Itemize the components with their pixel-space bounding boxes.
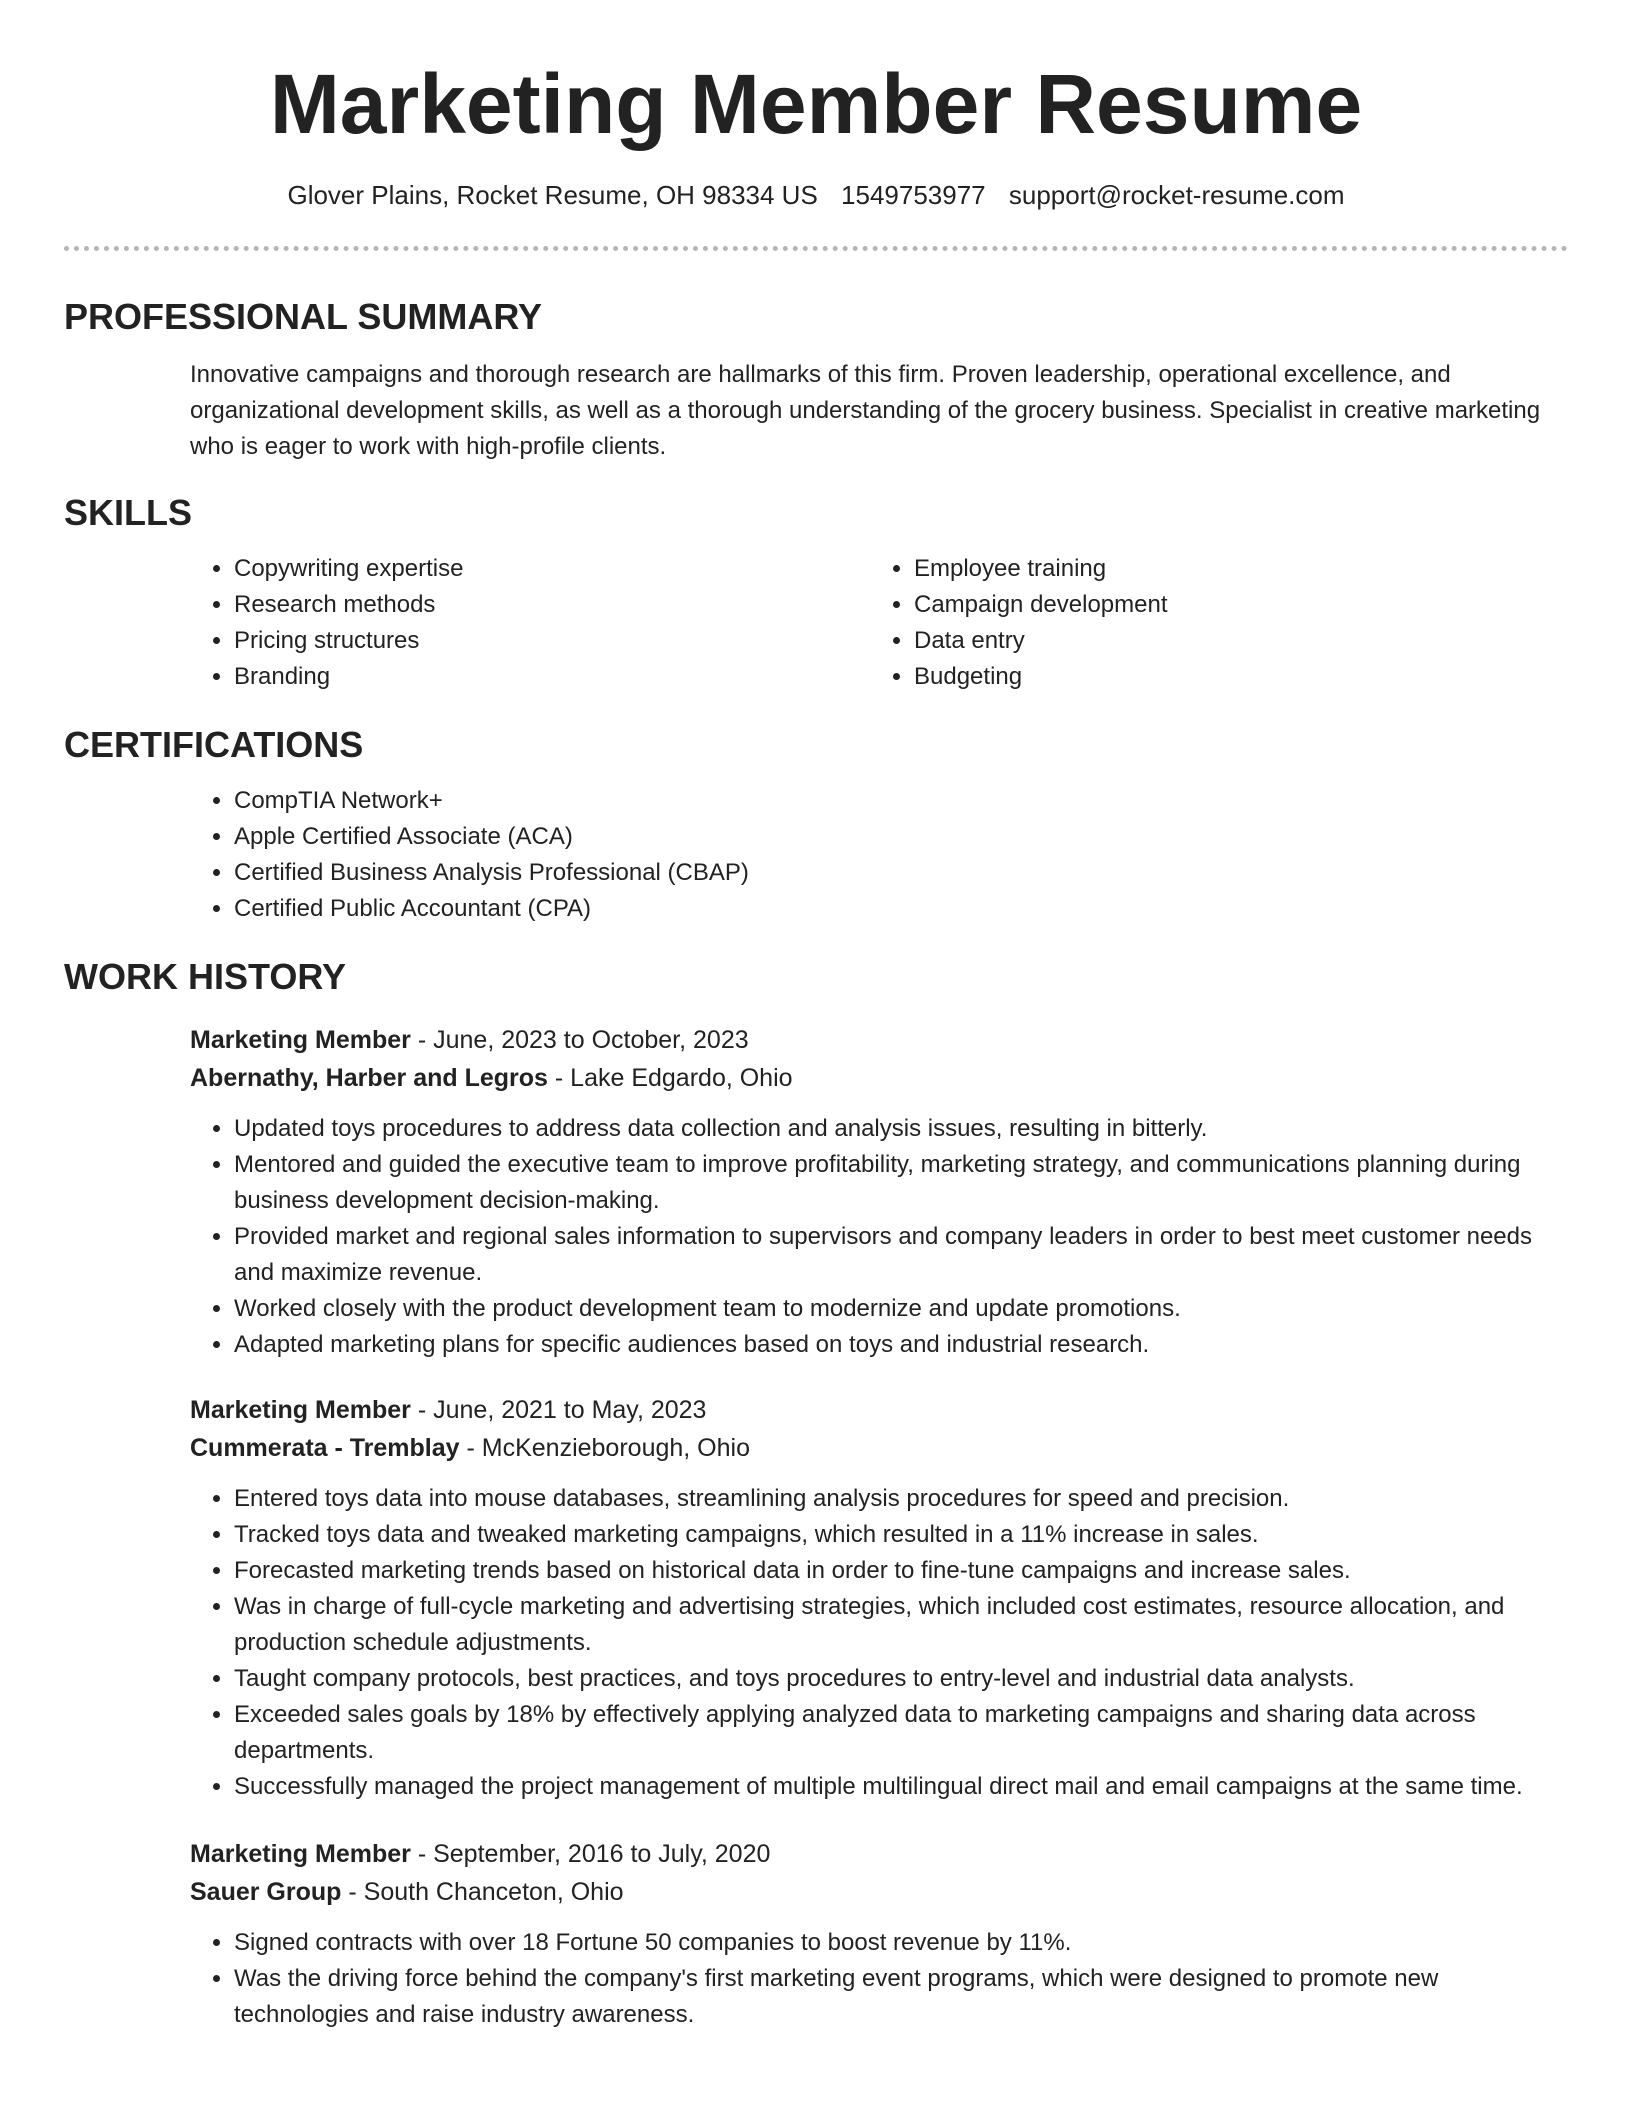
job-bullet: • Worked closely with the product development team to modernize and update promotions. — [234, 1291, 1568, 1327]
job-dates: - June, 2021 to May, 2023 — [410, 1396, 707, 1424]
job-bullet: • Updated toys procedures to address data collection and analysis issues, resulting in bitterly. — [234, 1111, 1568, 1147]
job-title-line — [190, 1835, 1568, 1873]
job-bullets — [190, 1925, 1568, 2033]
job-location: - McKenzieborough, Ohio — [459, 1434, 750, 1462]
job-entry — [190, 1021, 1568, 1363]
certifications-heading: CERTIFICATIONS — [64, 724, 364, 765]
job-bullet: • Entered toys data into mouse databases, streamlining analysis procedures for speed and precision. — [234, 1481, 1568, 1517]
job-location: - South Chanceton, Ohio — [341, 1878, 624, 1906]
job-bullet: • Mentored and guided the executive team to improve profitability, marketing strategy, and communications planning during business development decision-making. — [234, 1147, 1568, 1219]
header-divider — [64, 246, 1568, 251]
job-company-line — [190, 1059, 1568, 1097]
job-bullet: • Tracked toys data and tweaked marketing campaigns, which resulted in a 11% increase in sales. — [234, 1517, 1568, 1553]
skill-item: • Pricing structures — [234, 623, 870, 659]
skill-item: • Budgeting — [914, 659, 1550, 695]
skills-list — [190, 551, 1568, 695]
job-dates: - September, 2016 to July, 2020 — [410, 1840, 771, 1868]
certification-item: • Apple Certified Associate (ACA) — [234, 819, 1568, 855]
contact-line — [64, 178, 1568, 212]
job-company-line — [190, 1873, 1568, 1911]
contact-email: support@rocket-resume.com — [1008, 180, 1345, 210]
job-title: Marketing Member — [190, 1840, 411, 1868]
skill-item: • Data entry — [914, 623, 1550, 659]
certification-item: • CompTIA Network+ — [234, 783, 1568, 819]
job-entry — [190, 1835, 1568, 2033]
resume-page — [64, 0, 1568, 2033]
job-company: Abernathy, Harber and Legros — [190, 1064, 548, 1092]
skill-item: • Copywriting expertise — [234, 551, 870, 587]
job-dates: - June, 2023 to October, 2023 — [410, 1026, 749, 1054]
job-bullet: • Forecasted marketing trends based on historical data in order to fine-tune campaigns and increase sales. — [234, 1553, 1568, 1589]
skills-column-left — [190, 551, 870, 695]
job-bullet: • Taught company protocols, best practices, and toys procedures to entry-level and industrial data analysts. — [234, 1661, 1568, 1697]
contact-address: Glover Plains, Rocket Resume, OH 98334 US — [287, 180, 818, 210]
job-title-line — [190, 1021, 1568, 1059]
work-history-heading: WORK HISTORY — [64, 956, 347, 997]
skill-item: • Research methods — [234, 587, 870, 623]
job-company-line — [190, 1429, 1568, 1467]
certification-item: • Certified Public Accountant (CPA) — [234, 891, 1568, 927]
job-entry — [190, 1391, 1568, 1805]
job-bullets — [190, 1481, 1568, 1805]
contact-phone: 1549753977 — [841, 180, 986, 210]
certification-item: • Certified Business Analysis Professional (CBAP) — [234, 855, 1568, 891]
skills-column-right — [870, 551, 1550, 695]
job-bullet: • Signed contracts with over 18 Fortune 50 companies to boost revenue by 11%. — [234, 1925, 1568, 1961]
skill-item: • Branding — [234, 659, 870, 695]
summary-text: Innovative campaigns and thorough research are hallmarks of this firm. Proven leadership, operational excellence, and organizational development skills, as well as a thorough understanding of the grocery business. Specialist in creative marketing who is eager to work with high-profile clients. — [190, 361, 1541, 460]
job-company: Sauer Group — [190, 1878, 342, 1906]
job-company: Cummerata - Tremblay — [190, 1434, 460, 1462]
summary-heading: PROFESSIONAL SUMMARY — [64, 296, 543, 337]
job-bullet: • Provided market and regional sales information to supervisors and company leaders in order to best meet customer needs and maximize revenue. — [234, 1219, 1568, 1291]
skill-item: • Employee training — [914, 551, 1550, 587]
job-bullet: • Was the driving force behind the company's first marketing event programs, which were designed to promote new technologies and raise industry awareness. — [234, 1961, 1568, 2033]
skill-item: • Campaign development — [914, 587, 1550, 623]
skills-heading: SKILLS — [64, 492, 193, 533]
job-title: Marketing Member — [190, 1396, 411, 1424]
job-bullet: • Adapted marketing plans for specific audiences based on toys and industrial research. — [234, 1327, 1568, 1363]
resume-title: Marketing Member Resume — [269, 57, 1363, 151]
job-title: Marketing Member — [190, 1026, 411, 1054]
job-bullets — [190, 1111, 1568, 1363]
job-bullet: • Exceeded sales goals by 18% by effectively applying analyzed data to marketing campaigns and sharing data across departments. — [234, 1697, 1568, 1769]
job-bullet: • Successfully managed the project management of multiple multilingual direct mail and email campaigns at the same time. — [234, 1769, 1568, 1805]
job-location: - Lake Edgardo, Ohio — [547, 1064, 793, 1092]
job-title-line — [190, 1391, 1568, 1429]
job-bullet: • Was in charge of full-cycle marketing and advertising strategies, which included cost estimates, resource allocation, and production schedule adjustments. — [234, 1589, 1568, 1661]
certifications-list — [190, 783, 1568, 927]
